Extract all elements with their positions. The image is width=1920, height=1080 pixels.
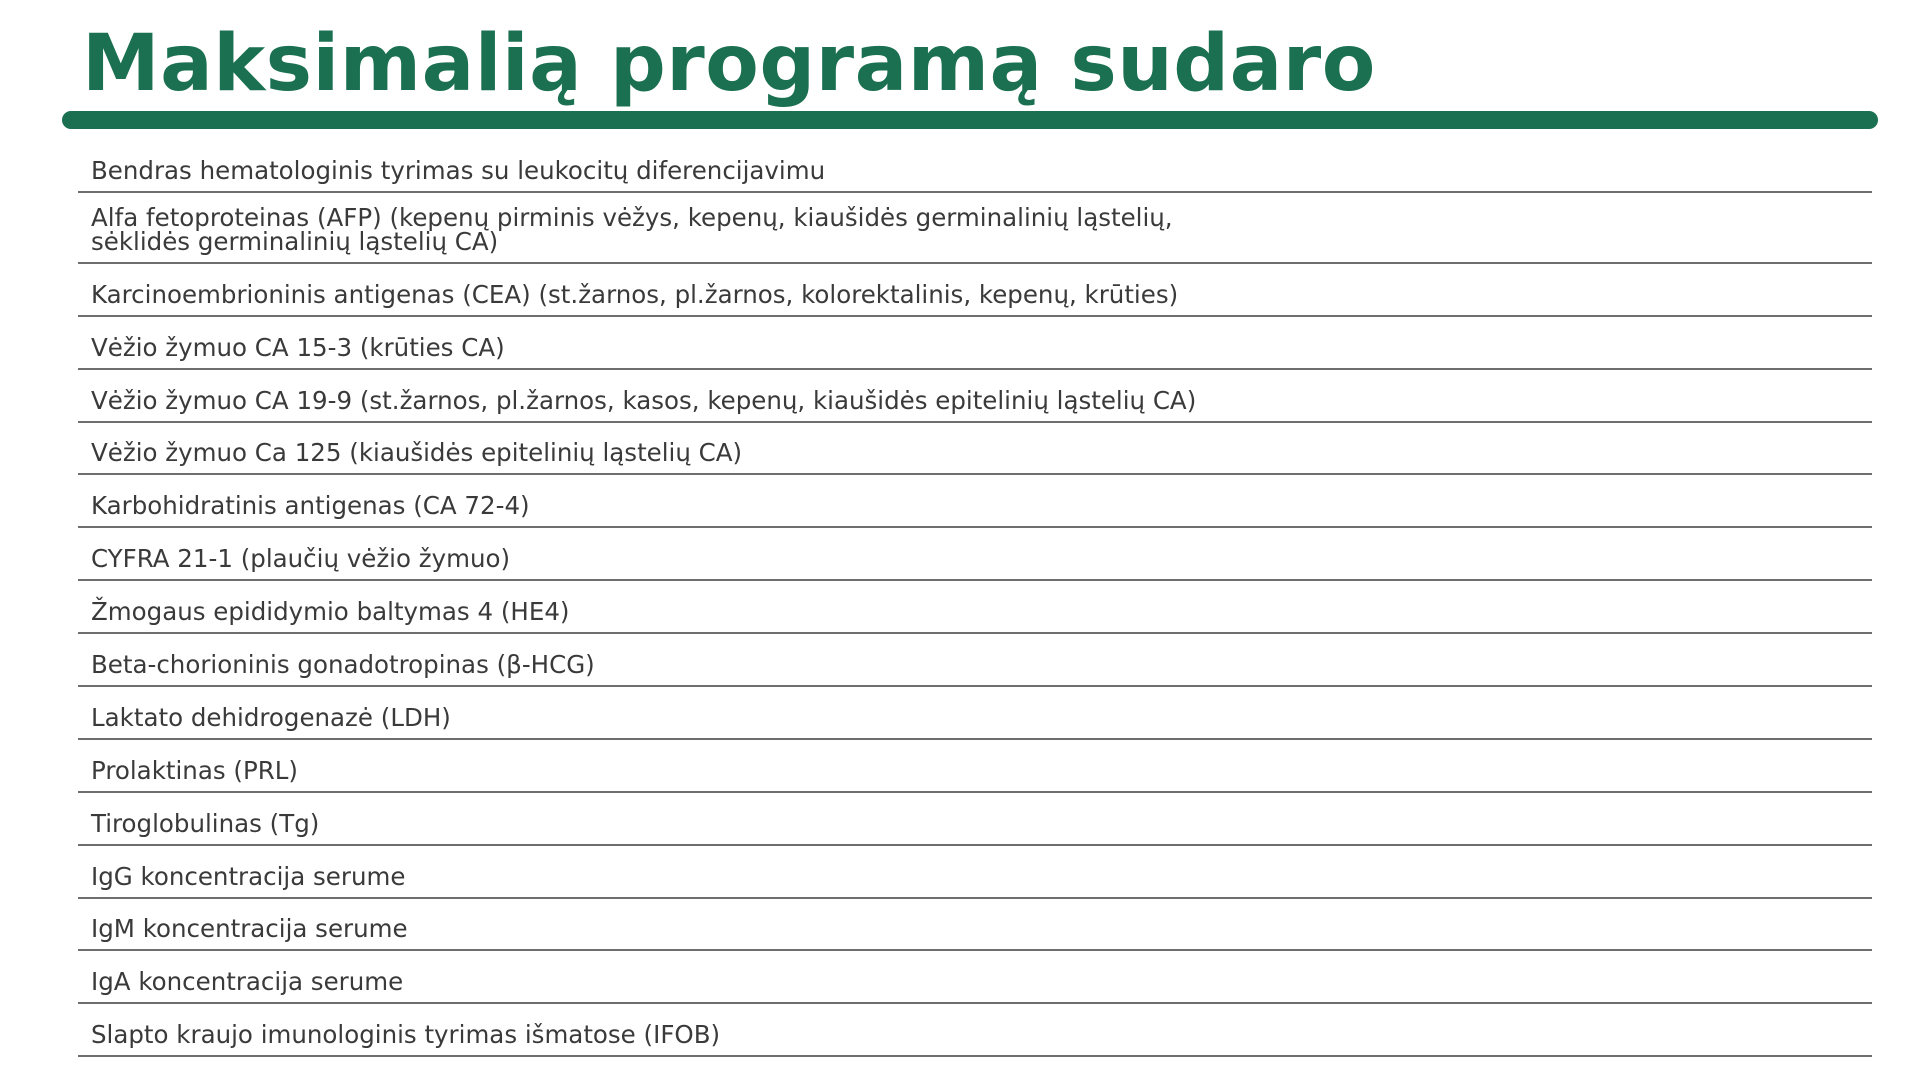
list-item [78,581,1872,634]
list-item-label: Laktato dehidrogenazė (LDH) [91,702,451,732]
list-item [78,1004,1872,1057]
title-underline-bar [62,111,1878,129]
list-item [78,140,1872,193]
list-item-label: Vėžio žymuo Ca 125 (kiaušidės epitelinių ląstelių CA) [91,438,743,468]
list-item-label: Karcinoembrioninis antigenas (CEA) (st.žarnos, pl.žarnos, kolorektalinis, kepenų, krūties) [91,279,1179,309]
test-list [78,140,1872,1057]
list-item [78,793,1872,846]
list-item [78,370,1872,423]
list-item-label: Prolaktinas (PRL) [91,755,298,785]
list-item [78,951,1872,1004]
list-item-label: Bendras hematologinis tyrimas su leukocitų diferencijavimu [91,155,826,185]
list-item [78,423,1872,476]
list-item [78,899,1872,952]
list-item-label: Vėžio žymuo CA 15-3 (krūties CA) [91,332,505,362]
page-title: Maksimalią programą sudaro [82,19,1376,109]
list-item [78,528,1872,581]
list-item-label: IgA koncentracija serume [91,967,404,997]
list-item-label: CYFRA 21-1 (plaučių vėžio žymuo) [91,544,511,574]
list-item [78,740,1872,793]
list-item-label: Alfa fetoproteinas (AFP) (kepenų pirminis vėžys, kepenų, kiaušidės germinalinių ląstelių, sėklidės germinalinių ląstelių CA) [91,202,1173,256]
list-item [78,264,1872,317]
list-item-label: Žmogaus epididymio baltymas 4 (HE4) [91,597,570,627]
list-item [78,193,1872,264]
list-item [78,687,1872,740]
list-item-label: Slapto kraujo imunologinis tyrimas išmatose (IFOB) [91,1020,721,1050]
list-item-label: IgM koncentracija serume [91,914,408,944]
list-item-label: IgG koncentracija serume [91,861,406,891]
list-item [78,475,1872,528]
list-item [78,846,1872,899]
list-item-label: Vėžio žymuo CA 19-9 (st.žarnos, pl.žarnos, kasos, kepenų, kiaušidės epitelinių ląstelių CA) [91,385,1197,415]
list-item [78,317,1872,370]
list-item-label: Tiroglobulinas (Tg) [91,808,320,838]
list-item-label: Beta-chorioninis gonadotropinas (β-HCG) [91,650,595,680]
list-item-label: Karbohidratinis antigenas (CA 72-4) [91,491,530,521]
list-item [78,634,1872,687]
